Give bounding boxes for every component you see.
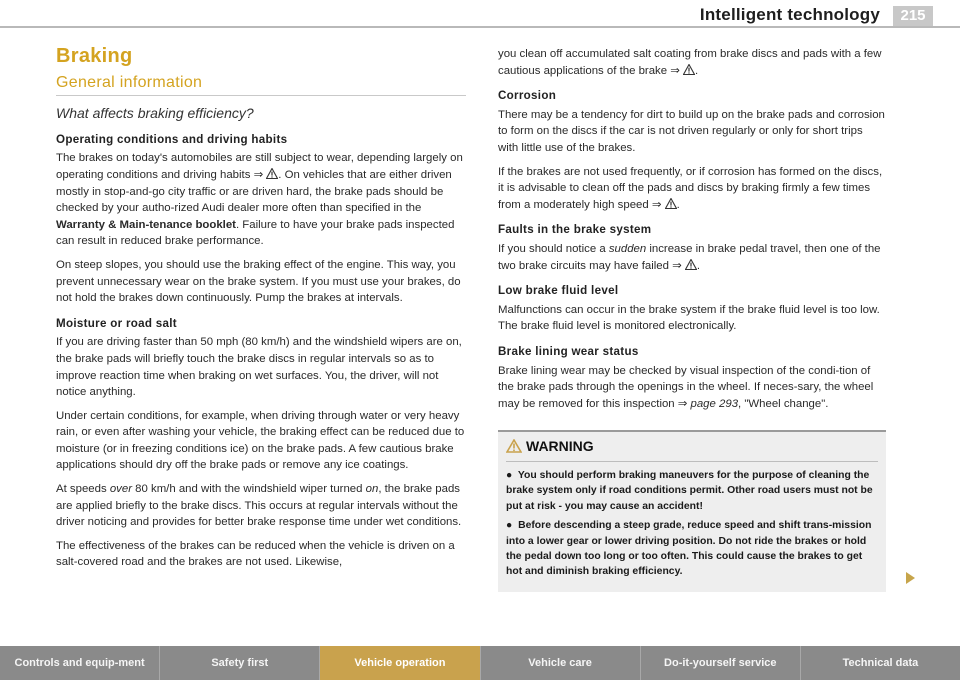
tab-diy-service[interactable]: Do-it-yourself service [641,646,801,680]
tab-vehicle-operation[interactable]: Vehicle operation [320,646,480,680]
tab-controls[interactable]: Controls and equip-ment [0,646,160,680]
paragraph-moisture-2: Under certain conditions, for example, when driving through water or very heavy rain, or even after washing your vehicle, the braking effect can be reduced due to moisture (or in freezing conditions ice) on the brake pads. A few cautious brake applications should dry off the brake pads or remove any ice coatings. [56,409,465,472]
paragraph-moisture-3: At speeds over 80 km/h and with the windshield wiper turned on, the brake pads are applied briefly to the brake discs. This occurs at regular intervals without the driver noticing and provides for better brake response time under wet conditions. [56,483,462,529]
header-divider [0,26,960,28]
section-title: Braking [56,45,133,67]
warning-item: ● Before descending a steep grade, reduce speed and shift trans-mission into a lower gear or lower driving position. Do not ride the brakes or hold the pedal down too long or too often. This could cause the brakes to get hot and diminish braking efficiency. [506,520,872,578]
heading-brake-fluid: Low brake fluid level [498,284,619,298]
warning-triangle-icon[interactable] [683,64,695,75]
heading-moisture: Moisture or road salt [56,316,177,330]
paragraph-brake-fluid: Malfunctions can occur in the brake system if the brake fluid level is too low. The brake fluid level is monitored electronically. [498,303,880,333]
heading-lining-wear: Brake lining wear status [498,344,639,358]
right-column [498,46,886,592]
heading-operating-conditions: Operating conditions and driving habits [56,132,288,146]
question-heading: What affects braking efficiency? [56,105,254,122]
continue-arrow-icon [906,572,915,584]
paragraph-salt-continued: you clean off accumulated salt coating from brake discs and pads with a few cautious applications of the brake ⇒ . [498,48,882,77]
page-number: 215 [893,6,933,26]
paragraph-corrosion-1: There may be a tendency for dirt to build up on the brake pads and corrosion to form on the discs if the car is not driven regularly or only for short trips with little use of the brakes. [498,108,885,154]
heading-corrosion: Corrosion [498,89,557,103]
heading-faults: Faults in the brake system [498,223,652,237]
page-link[interactable]: page 293 [690,397,739,410]
footer-nav [0,646,960,680]
paragraph-steep-slopes: On steep slopes, you should use the braking effect of the engine. This way, you prevent unnecessary wear on the brake system. If you must use your brakes, do not hold the brakes down continuously. Pump the brakes at intervals. [56,258,461,305]
paragraph-operating: The brakes on today's automobiles are still subject to wear, depending largely on operating conditions and driving habits ⇒ . On vehicles that are either driven mostly in stop-and-go city traffic or are driven hard, the brake pads should be checked by your autho-rized Audi dealer more often than specified in the Warranty & Main-tenance booklet. Failure to have your brake pads inspected can result in reduced brake performance. [56,152,463,248]
page-header-title: Intelligent technology [699,5,880,24]
warning-item: ● You should perform braking maneuvers for the purpose of cleaning the brake system only if road conditions permit. Other road users must not be put at risk - you may cause an accident! [506,469,873,512]
warning-triangle-icon [506,439,522,453]
left-column [56,46,466,578]
warning-box [498,430,886,591]
paragraph-salt: The effectiveness of the brakes can be reduced when the vehicle is driven on a salt-covered road and the brakes are not used. Likewise, [56,539,455,569]
tab-technical-data[interactable]: Technical data [842,656,919,669]
warning-title: WARNING [506,438,878,462]
paragraph-corrosion-2: If the brakes are not used frequently, or if corrosion has formed on the discs, it is advisable to clean off the pads and discs by braking firmly a few times from a moderately high speed ⇒ . [498,165,883,211]
warning-triangle-icon[interactable] [665,198,677,209]
paragraph-lining-wear: Brake lining wear may be checked by visual inspection of the condi-tion of the brake pads through the openings in the wheel. If neces-sary, the wheel may be removed for this inspection ⇒ page 293, "Wheel change". [498,364,874,410]
warning-triangle-icon[interactable] [685,259,697,270]
tab-vehicle-care[interactable]: Vehicle care [481,646,641,680]
subsection-title: General information [56,75,466,97]
paragraph-moisture-1: If you are driving faster than 50 mph (80 km/h) and the windshield wipers are on, the brake pads will briefly touch the brake discs in regular intervals so as to improve reaction time when braking on wet surfaces. You, the driver, will not notice anything. [56,336,462,399]
tab-safety[interactable]: Safety first [160,646,320,680]
warning-triangle-icon[interactable] [266,168,278,179]
paragraph-faults: If you should notice a sudden increase in brake pedal travel, then one of the two brake circuits may have failed ⇒ . [498,242,881,272]
